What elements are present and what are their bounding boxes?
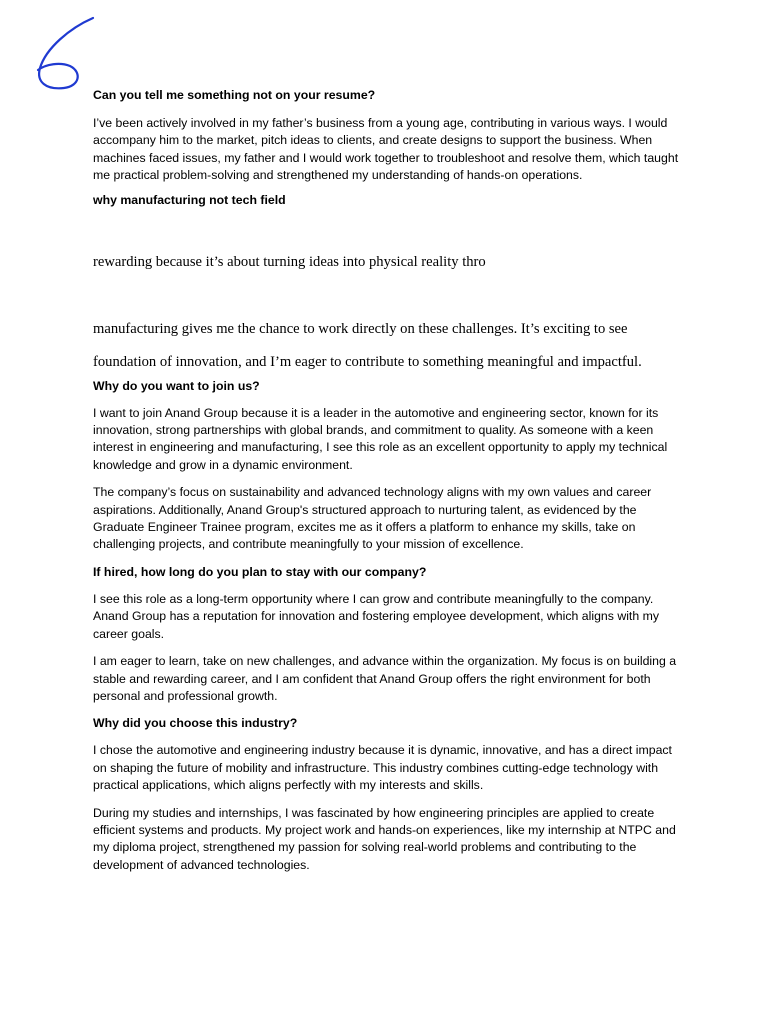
answer-paragraph: I am eager to learn, take on new challenges, and advance within the organization. My focus is on building a stable and rewarding career, and I am confident that Anand Group offers the right environment for both personal and professional growth. (93, 654, 677, 703)
answer-paragraph: During my studies and internships, I was fascinated by how engineering principles are applied to create efficient systems and products. My project work and hands-on experiences, like my internship at NTPC and my diploma project, strengthened my passion for solving real-world problems and contributing to the development of advanced technologies. (93, 805, 676, 872)
question-heading: Can you tell me something not on your resume? (93, 88, 376, 102)
answer-fragment: manufacturing gives me the chance to work directly on these challenges. It’s exciting to see (93, 320, 628, 337)
answer-paragraph: I want to join Anand Group because it is a leader in the automotive and engineering sector, known for its innovation, strong partnerships with global brands, and commitment to quality. As someone with a keen interest in engineering and manufacturing, I see this role as an excellent opportunity to apply my technical knowledge and grow in a dynamic environment. (93, 405, 668, 472)
question-heading: why manufacturing not tech field (93, 192, 286, 207)
question-heading: Why do you want to join us? (93, 378, 260, 393)
document-body (93, 87, 683, 874)
answer-paragraph: I see this role as a long-term opportunity where I can grow and contribute meaningfully to the company. Anand Group has a reputation for innovation and fostering employee development, which aligns with my career goals. (93, 591, 659, 641)
answer-paragraph: I’ve been actively involved in my father’s business from a young age, contributing in various ways. I would accompany him to the market, pitch ideas to clients, and create designs to support the business. When machines faced issues, my father and I would work together to troubleshoot and resolve them, which taught me practical problem-solving and strengthened my understanding of hands-on operations. (93, 116, 679, 183)
question-heading: Why did you choose this industry? (93, 716, 298, 731)
answer-paragraph: The company’s focus on sustainability and advanced technology aligns with my own values and career aspirations. Additionally, Anand Group's structured approach to nurturing talent, as evidenced by the Graduate Engineer Trainee program, excites me as it offers a platform to enhance my skills, take on challenging projects, and contribute meaningfully to your mission of excellence. (93, 485, 652, 552)
answer-fragment: foundation of innovation, and I’m eager to contribute to something meaningful and impactful. (93, 353, 642, 370)
question-heading: If hired, how long do you plan to stay with our company? (93, 564, 427, 579)
answer-fragment: rewarding because it’s about turning ideas into physical reality thro (93, 253, 486, 270)
answer-paragraph: I chose the automotive and engineering industry because it is dynamic, innovative, and has a direct impact on shaping the future of mobility and infrastructure. This industry combines cutting-edge technology with practical applications, which aligns perfectly with my interests and skills. (93, 743, 672, 793)
handwritten-annotation-6 (30, 12, 100, 96)
